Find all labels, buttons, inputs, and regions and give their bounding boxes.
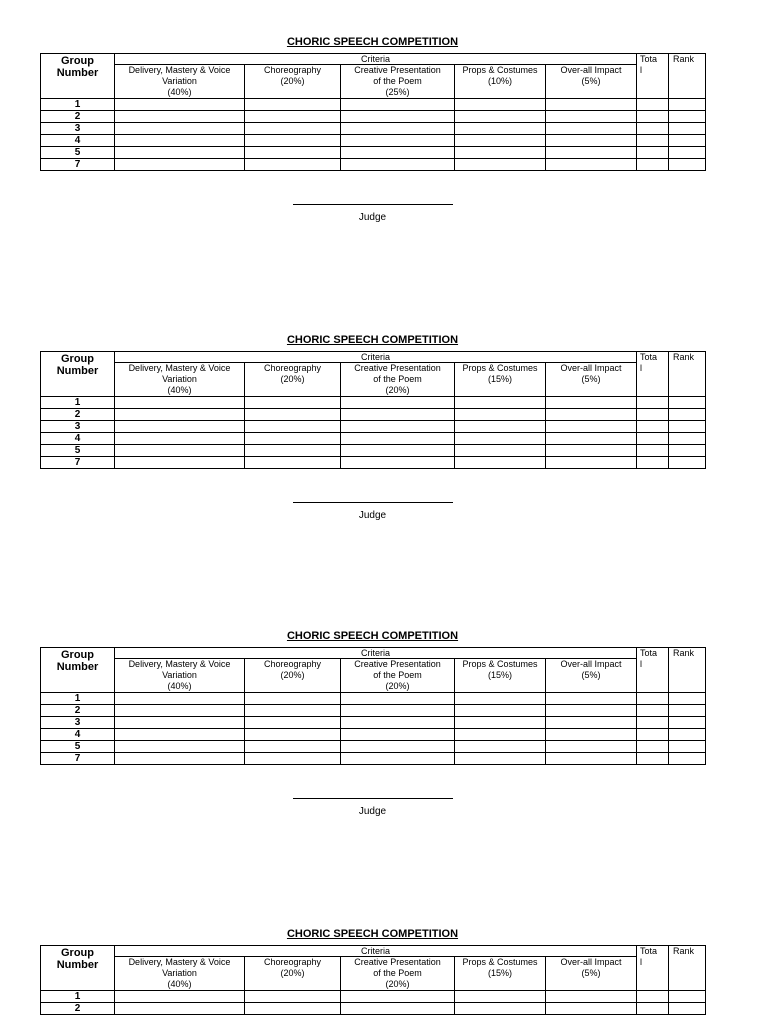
criterion-header: Delivery, Mastery & Voice Variation (40%) — [115, 363, 245, 397]
score-cell[interactable] — [245, 445, 341, 457]
judge-signature-line — [293, 798, 453, 799]
score-cell[interactable] — [546, 457, 637, 469]
judge-label: Judge — [358, 212, 387, 223]
criterion-header: Delivery, Mastery & Voice Variation (40%) — [115, 65, 245, 99]
score-cell[interactable] — [341, 457, 455, 469]
score-cell[interactable] — [637, 397, 669, 409]
header-row — [41, 54, 706, 65]
score-cell[interactable] — [115, 433, 245, 445]
score-cell[interactable] — [455, 159, 546, 171]
criterion-header: Creative Presentation of the Poem (25%) — [341, 65, 455, 99]
score-cell[interactable] — [546, 991, 637, 1003]
sheet-title: CHORIC SPEECH COMPETITION — [286, 928, 459, 940]
group-number: 4 — [41, 135, 115, 147]
score-cell[interactable] — [637, 705, 669, 717]
group-number-header: Group Number — [41, 648, 115, 693]
score-sheet — [40, 629, 705, 817]
group-number: 7 — [41, 457, 115, 469]
table-row — [41, 421, 706, 433]
score-cell[interactable] — [669, 457, 706, 469]
score-cell[interactable] — [637, 433, 669, 445]
score-table — [40, 53, 706, 171]
score-cell[interactable] — [637, 159, 669, 171]
score-cell[interactable] — [115, 1003, 245, 1015]
score-cell[interactable] — [245, 753, 341, 765]
score-cell[interactable] — [546, 717, 637, 729]
score-cell[interactable] — [341, 433, 455, 445]
score-cell[interactable] — [669, 433, 706, 445]
score-cell[interactable] — [341, 397, 455, 409]
score-cell[interactable] — [245, 147, 341, 159]
score-cell[interactable] — [637, 147, 669, 159]
score-cell[interactable] — [637, 717, 669, 729]
score-cell[interactable] — [245, 111, 341, 123]
score-cell[interactable] — [669, 705, 706, 717]
score-cell[interactable] — [669, 693, 706, 705]
score-cell[interactable] — [341, 991, 455, 1003]
table-row — [41, 717, 706, 729]
score-cell[interactable] — [115, 99, 245, 111]
score-cell[interactable] — [669, 111, 706, 123]
score-cell[interactable] — [245, 135, 341, 147]
group-number: 4 — [41, 433, 115, 445]
group-number: 3 — [41, 421, 115, 433]
criterion-header: Creative Presentation of the Poem (20%) — [341, 659, 455, 693]
score-cell[interactable] — [546, 409, 637, 421]
criteria-header: Criteria — [115, 648, 637, 659]
score-cell[interactable] — [637, 753, 669, 765]
score-cell[interactable] — [245, 741, 341, 753]
score-cell[interactable] — [245, 693, 341, 705]
score-cell[interactable] — [341, 147, 455, 159]
score-cell[interactable] — [245, 99, 341, 111]
group-number: 7 — [41, 753, 115, 765]
score-cell[interactable] — [245, 159, 341, 171]
score-cell[interactable] — [341, 693, 455, 705]
sheet-title: CHORIC SPEECH COMPETITION — [286, 630, 459, 642]
score-cell[interactable] — [455, 123, 546, 135]
score-cell[interactable] — [669, 991, 706, 1003]
score-cell[interactable] — [115, 421, 245, 433]
score-cell[interactable] — [669, 123, 706, 135]
group-number: 1 — [41, 991, 115, 1003]
rank-header: Rank — [669, 648, 706, 693]
score-cell[interactable] — [245, 409, 341, 421]
table-row — [41, 147, 706, 159]
score-cell[interactable] — [115, 991, 245, 1003]
score-cell[interactable] — [455, 741, 546, 753]
score-cell[interactable] — [546, 147, 637, 159]
score-cell[interactable] — [245, 729, 341, 741]
score-cell[interactable] — [669, 421, 706, 433]
table-row — [41, 135, 706, 147]
score-cell[interactable] — [341, 409, 455, 421]
score-cell[interactable] — [455, 457, 546, 469]
score-table — [40, 351, 706, 469]
score-cell[interactable] — [115, 753, 245, 765]
score-cell[interactable] — [546, 159, 637, 171]
criterion-header: Choreography (20%) — [245, 65, 341, 99]
table-row — [41, 123, 706, 135]
score-cell[interactable] — [637, 1003, 669, 1015]
score-cell[interactable] — [669, 135, 706, 147]
score-cell[interactable] — [637, 421, 669, 433]
criterion-header: Creative Presentation of the Poem (20%) — [341, 363, 455, 397]
group-number: 7 — [41, 159, 115, 171]
score-cell[interactable] — [341, 99, 455, 111]
score-cell[interactable] — [245, 397, 341, 409]
sheet-title: CHORIC SPEECH COMPETITION — [286, 36, 459, 48]
score-cell[interactable] — [455, 421, 546, 433]
criterion-header: Over-all Impact (5%) — [546, 363, 637, 397]
score-cell[interactable] — [546, 705, 637, 717]
score-cell[interactable] — [245, 991, 341, 1003]
group-number: 2 — [41, 409, 115, 421]
total-header: Tota l — [637, 946, 669, 991]
score-cell[interactable] — [546, 123, 637, 135]
criterion-header: Delivery, Mastery & Voice Variation (40%) — [115, 659, 245, 693]
score-cell[interactable] — [115, 741, 245, 753]
score-cell[interactable] — [115, 729, 245, 741]
score-cell[interactable] — [341, 717, 455, 729]
header-row — [41, 946, 706, 957]
table-row — [41, 753, 706, 765]
group-number-header: Group Number — [41, 352, 115, 397]
judge-label: Judge — [358, 806, 387, 817]
criterion-header: Over-all Impact (5%) — [546, 957, 637, 991]
total-header: Tota l — [637, 648, 669, 693]
group-number: 5 — [41, 741, 115, 753]
score-cell[interactable] — [341, 123, 455, 135]
sheet-title: CHORIC SPEECH COMPETITION — [286, 334, 459, 346]
score-cell[interactable] — [637, 445, 669, 457]
group-number: 3 — [41, 123, 115, 135]
score-cell[interactable] — [455, 147, 546, 159]
score-cell[interactable] — [341, 741, 455, 753]
criterion-header: Choreography (20%) — [245, 957, 341, 991]
criterion-header: Over-all Impact (5%) — [546, 659, 637, 693]
score-cell[interactable] — [455, 717, 546, 729]
score-cell[interactable] — [455, 433, 546, 445]
score-cell[interactable] — [637, 741, 669, 753]
score-cell[interactable] — [546, 1003, 637, 1015]
score-cell[interactable] — [669, 741, 706, 753]
score-cell[interactable] — [341, 135, 455, 147]
group-number: 2 — [41, 111, 115, 123]
group-number: 4 — [41, 729, 115, 741]
criteria-row — [41, 363, 706, 397]
score-cell[interactable] — [546, 445, 637, 457]
table-row — [41, 705, 706, 717]
group-number-header: Group Number — [41, 54, 115, 99]
table-row — [41, 457, 706, 469]
score-cell[interactable] — [669, 159, 706, 171]
score-cell[interactable] — [115, 123, 245, 135]
group-number: 5 — [41, 147, 115, 159]
table-row — [41, 99, 706, 111]
score-cell[interactable] — [546, 111, 637, 123]
table-row — [41, 433, 706, 445]
score-cell[interactable] — [245, 717, 341, 729]
criterion-header: Over-all Impact (5%) — [546, 65, 637, 99]
score-cell[interactable] — [455, 409, 546, 421]
group-number: 1 — [41, 99, 115, 111]
criterion-header: Props & Costumes (10%) — [455, 65, 546, 99]
criterion-header: Choreography (20%) — [245, 363, 341, 397]
criteria-row — [41, 659, 706, 693]
criterion-header: Props & Costumes (15%) — [455, 363, 546, 397]
score-cell[interactable] — [669, 147, 706, 159]
table-row — [41, 693, 706, 705]
score-cell[interactable] — [341, 705, 455, 717]
score-cell[interactable] — [341, 445, 455, 457]
score-cell[interactable] — [245, 1003, 341, 1015]
score-cell[interactable] — [455, 135, 546, 147]
criterion-header: Creative Presentation of the Poem (20%) — [341, 957, 455, 991]
score-cell[interactable] — [669, 1003, 706, 1015]
group-number-header: Group Number — [41, 946, 115, 991]
score-cell[interactable] — [115, 409, 245, 421]
score-cell[interactable] — [637, 409, 669, 421]
score-cell[interactable] — [546, 99, 637, 111]
score-cell[interactable] — [546, 741, 637, 753]
criteria-row — [41, 957, 706, 991]
group-number: 1 — [41, 693, 115, 705]
score-cell[interactable] — [455, 729, 546, 741]
group-number: 3 — [41, 717, 115, 729]
score-cell[interactable] — [546, 135, 637, 147]
score-cell[interactable] — [115, 111, 245, 123]
score-cell[interactable] — [341, 421, 455, 433]
score-table — [40, 945, 706, 1015]
score-cell[interactable] — [341, 159, 455, 171]
criteria-row — [41, 65, 706, 99]
score-cell[interactable] — [669, 99, 706, 111]
score-cell[interactable] — [455, 445, 546, 457]
score-cell[interactable] — [637, 99, 669, 111]
score-cell[interactable] — [455, 111, 546, 123]
score-table — [40, 647, 706, 765]
score-cell[interactable] — [669, 729, 706, 741]
score-cell[interactable] — [637, 135, 669, 147]
score-cell[interactable] — [637, 111, 669, 123]
score-cell[interactable] — [546, 693, 637, 705]
score-cell[interactable] — [455, 753, 546, 765]
score-cell[interactable] — [546, 729, 637, 741]
score-cell[interactable] — [245, 421, 341, 433]
score-cell[interactable] — [455, 991, 546, 1003]
score-cell[interactable] — [341, 111, 455, 123]
score-cell[interactable] — [115, 457, 245, 469]
table-row — [41, 397, 706, 409]
score-sheet — [40, 35, 705, 223]
total-header: Tota l — [637, 352, 669, 397]
judge-label: Judge — [358, 510, 387, 521]
score-cell[interactable] — [245, 433, 341, 445]
score-cell[interactable] — [669, 717, 706, 729]
score-cell[interactable] — [115, 135, 245, 147]
score-cell[interactable] — [115, 717, 245, 729]
criteria-header: Criteria — [115, 352, 637, 363]
criterion-header: Choreography (20%) — [245, 659, 341, 693]
score-cell[interactable] — [245, 457, 341, 469]
score-cell[interactable] — [546, 753, 637, 765]
header-row — [41, 352, 706, 363]
score-cell[interactable] — [455, 705, 546, 717]
group-number: 1 — [41, 397, 115, 409]
criterion-header: Delivery, Mastery & Voice Variation (40%) — [115, 957, 245, 991]
score-cell[interactable] — [669, 397, 706, 409]
score-cell[interactable] — [115, 159, 245, 171]
table-row — [41, 111, 706, 123]
score-cell[interactable] — [115, 397, 245, 409]
total-header: Tota l — [637, 54, 669, 99]
group-number: 2 — [41, 705, 115, 717]
score-cell[interactable] — [115, 705, 245, 717]
table-row — [41, 991, 706, 1003]
table-row — [41, 409, 706, 421]
criterion-header: Props & Costumes (15%) — [455, 659, 546, 693]
score-cell[interactable] — [669, 445, 706, 457]
score-cell[interactable] — [669, 409, 706, 421]
criteria-header: Criteria — [115, 54, 637, 65]
rank-header: Rank — [669, 946, 706, 991]
judge-signature-line — [293, 502, 453, 503]
table-row — [41, 1003, 706, 1015]
table-row — [41, 729, 706, 741]
group-number: 2 — [41, 1003, 115, 1015]
rank-header: Rank — [669, 54, 706, 99]
judge-signature-line — [293, 204, 453, 205]
score-cell[interactable] — [455, 397, 546, 409]
score-cell[interactable] — [546, 421, 637, 433]
score-sheet — [40, 333, 705, 521]
score-cell[interactable] — [115, 693, 245, 705]
score-cell[interactable] — [455, 693, 546, 705]
table-row — [41, 159, 706, 171]
criterion-header: Props & Costumes (15%) — [455, 957, 546, 991]
score-sheet — [40, 927, 705, 1015]
table-row — [41, 741, 706, 753]
criteria-header: Criteria — [115, 946, 637, 957]
score-cell[interactable] — [455, 99, 546, 111]
score-cell[interactable] — [637, 123, 669, 135]
score-cell[interactable] — [546, 397, 637, 409]
score-cell[interactable] — [341, 1003, 455, 1015]
score-cell[interactable] — [245, 123, 341, 135]
score-cell[interactable] — [341, 729, 455, 741]
score-cell[interactable] — [245, 705, 341, 717]
rank-header: Rank — [669, 352, 706, 397]
score-cell[interactable] — [637, 457, 669, 469]
score-cell[interactable] — [546, 433, 637, 445]
score-cell[interactable] — [115, 445, 245, 457]
score-cell[interactable] — [637, 729, 669, 741]
table-row — [41, 445, 706, 457]
score-cell[interactable] — [455, 1003, 546, 1015]
score-cell[interactable] — [341, 753, 455, 765]
score-cell[interactable] — [115, 147, 245, 159]
score-cell[interactable] — [637, 991, 669, 1003]
score-cell[interactable] — [669, 753, 706, 765]
group-number: 5 — [41, 445, 115, 457]
header-row — [41, 648, 706, 659]
score-cell[interactable] — [637, 693, 669, 705]
